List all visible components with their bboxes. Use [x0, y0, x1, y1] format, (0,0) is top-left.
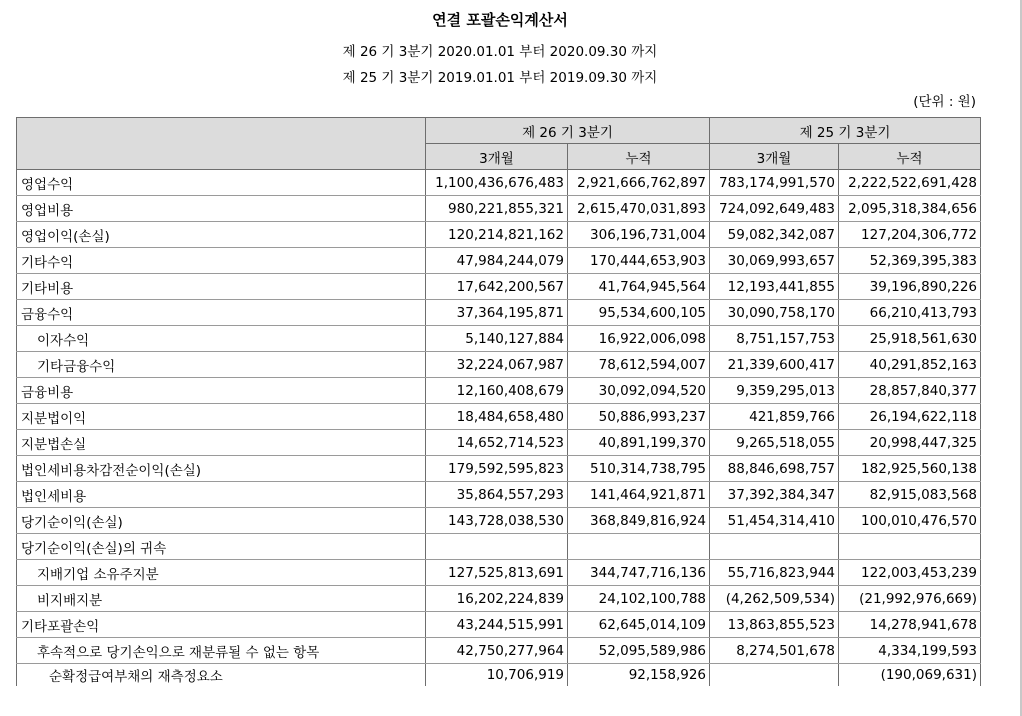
- row-label: 지분법손실: [17, 430, 426, 456]
- cell-value: 8,274,501,678: [710, 638, 839, 664]
- cell-value: 88,846,698,757: [710, 456, 839, 482]
- cell-value: [839, 534, 981, 560]
- row-label: 순확정급여부채의 재측정요소: [17, 664, 426, 687]
- cell-value: 28,857,840,377: [839, 378, 981, 404]
- cell-value: 120,214,821,162: [426, 222, 568, 248]
- statement-title: 연결 포괄손익계산서: [432, 11, 568, 29]
- cell-value: 20,998,447,325: [839, 430, 981, 456]
- row-label: 금융비용: [17, 378, 426, 404]
- income-statement-table: [16, 117, 981, 686]
- row-label: 이자수익: [17, 326, 426, 352]
- table-row: [17, 612, 981, 638]
- cell-value: 52,095,589,986: [568, 638, 710, 664]
- row-label: 기타비용: [17, 274, 426, 300]
- cell-value: 35,864,557,293: [426, 482, 568, 508]
- cell-value: 170,444,653,903: [568, 248, 710, 274]
- cell-value: 179,592,595,823: [426, 456, 568, 482]
- cell-value: 24,102,100,788: [568, 586, 710, 612]
- table-row: [17, 560, 981, 586]
- header-cumulative-25: 누적: [839, 144, 981, 170]
- cell-value: 9,359,295,013: [710, 378, 839, 404]
- table-row: [17, 430, 981, 456]
- cell-value: 8,751,157,753: [710, 326, 839, 352]
- table-row: [17, 482, 981, 508]
- unit-label: (단위 : 원): [913, 94, 976, 110]
- row-label: 당기순이익(손실): [17, 508, 426, 534]
- period-prior: 제 25 기 3분기 2019.01.01 부터 2019.09.30 까지: [342, 70, 658, 86]
- table-row: [17, 222, 981, 248]
- cell-value: [426, 534, 568, 560]
- cell-value: 127,525,813,691: [426, 560, 568, 586]
- row-label: 법인세비용: [17, 482, 426, 508]
- cell-value: 14,278,941,678: [839, 612, 981, 638]
- cell-value: 122,003,453,239: [839, 560, 981, 586]
- cell-value: 41,764,945,564: [568, 274, 710, 300]
- cell-value: 368,849,816,924: [568, 508, 710, 534]
- cell-value: 43,244,515,991: [426, 612, 568, 638]
- row-label: 지배기업 소유주지분: [17, 560, 426, 586]
- cell-value: (190,069,631): [839, 664, 981, 687]
- cell-value: 421,859,766: [710, 404, 839, 430]
- row-label: 기타포괄손익: [17, 612, 426, 638]
- row-label: 후속적으로 당기손익으로 재분류될 수 없는 항목: [17, 638, 426, 664]
- cell-value: (21,992,976,669): [839, 586, 981, 612]
- cell-value: 306,196,731,004: [568, 222, 710, 248]
- cell-value: 2,222,522,691,428: [839, 170, 981, 196]
- cell-value: 51,454,314,410: [710, 508, 839, 534]
- row-label: 금융수익: [17, 300, 426, 326]
- cell-value: 143,728,038,530: [426, 508, 568, 534]
- cell-value: 17,642,200,567: [426, 274, 568, 300]
- cell-value: 30,069,993,657: [710, 248, 839, 274]
- row-label: 지분법이익: [17, 404, 426, 430]
- header-period-26: 제 26 기 3분기: [426, 118, 710, 144]
- cell-value: 39,196,890,226: [839, 274, 981, 300]
- cell-value: 30,092,094,520: [568, 378, 710, 404]
- row-label: 기타금융수익: [17, 352, 426, 378]
- cell-value: [568, 534, 710, 560]
- cell-value: [710, 534, 839, 560]
- table-row: [17, 326, 981, 352]
- cell-value: 1,100,436,676,483: [426, 170, 568, 196]
- row-label: 영업비용: [17, 196, 426, 222]
- table-row: [17, 586, 981, 612]
- table-row: [17, 170, 981, 196]
- cell-value: 42,750,277,964: [426, 638, 568, 664]
- header-corner: [17, 118, 426, 170]
- cell-value: 4,334,199,593: [839, 638, 981, 664]
- cell-value: 783,174,991,570: [710, 170, 839, 196]
- header-3months-25: 3개월: [710, 144, 839, 170]
- cell-value: 21,339,600,417: [710, 352, 839, 378]
- cell-value: 182,925,560,138: [839, 456, 981, 482]
- table-row: [17, 274, 981, 300]
- table-row: [17, 404, 981, 430]
- row-label: 영업수익: [17, 170, 426, 196]
- cell-value: 66,210,413,793: [839, 300, 981, 326]
- cell-value: 510,314,738,795: [568, 456, 710, 482]
- cell-value: 344,747,716,136: [568, 560, 710, 586]
- cell-value: 10,706,919: [426, 664, 568, 687]
- table-row: [17, 638, 981, 664]
- row-label: 기타수익: [17, 248, 426, 274]
- cell-value: 30,090,758,170: [710, 300, 839, 326]
- cell-value: 40,291,852,163: [839, 352, 981, 378]
- row-label: 비지배지분: [17, 586, 426, 612]
- cell-value: 26,194,622,118: [839, 404, 981, 430]
- cell-value: 12,160,408,679: [426, 378, 568, 404]
- cell-value: 50,886,993,237: [568, 404, 710, 430]
- cell-value: 18,484,658,480: [426, 404, 568, 430]
- table-row: [17, 534, 981, 560]
- cell-value: 40,891,199,370: [568, 430, 710, 456]
- cell-value: 37,392,384,347: [710, 482, 839, 508]
- cell-value: 55,716,823,944: [710, 560, 839, 586]
- cell-value: 32,224,067,987: [426, 352, 568, 378]
- period-current: 제 26 기 3분기 2020.01.01 부터 2020.09.30 까지: [342, 44, 658, 60]
- table-row: [17, 248, 981, 274]
- header-cumulative-26: 누적: [568, 144, 710, 170]
- cell-value: 2,095,318,384,656: [839, 196, 981, 222]
- cell-value: 13,863,855,523: [710, 612, 839, 638]
- cell-value: 2,921,666,762,897: [568, 170, 710, 196]
- row-label: 법인세비용차감전순이익(손실): [17, 456, 426, 482]
- cell-value: 5,140,127,884: [426, 326, 568, 352]
- cell-value: 16,202,224,839: [426, 586, 568, 612]
- cell-value: 59,082,342,087: [710, 222, 839, 248]
- cell-value: (4,262,509,534): [710, 586, 839, 612]
- table-row: [17, 664, 981, 687]
- cell-value: 12,193,441,855: [710, 274, 839, 300]
- cell-value: 9,265,518,055: [710, 430, 839, 456]
- header-3months-26: 3개월: [426, 144, 568, 170]
- cell-value: 14,652,714,523: [426, 430, 568, 456]
- cell-value: 980,221,855,321: [426, 196, 568, 222]
- cell-value: 141,464,921,871: [568, 482, 710, 508]
- row-label: 영업이익(손실): [17, 222, 426, 248]
- cell-value: 724,092,649,483: [710, 196, 839, 222]
- cell-value: 78,612,594,007: [568, 352, 710, 378]
- row-label: 당기순이익(손실)의 귀속: [17, 534, 426, 560]
- table-row: [17, 300, 981, 326]
- cell-value: [710, 664, 839, 687]
- header-period-25: 제 25 기 3분기: [710, 118, 981, 144]
- cell-value: 127,204,306,772: [839, 222, 981, 248]
- table-row: [17, 352, 981, 378]
- table-row: [17, 196, 981, 222]
- cell-value: 37,364,195,871: [426, 300, 568, 326]
- table-row: [17, 508, 981, 534]
- cell-value: 52,369,395,383: [839, 248, 981, 274]
- cell-value: 100,010,476,570: [839, 508, 981, 534]
- cell-value: 2,615,470,031,893: [568, 196, 710, 222]
- cell-value: 62,645,014,109: [568, 612, 710, 638]
- cell-value: 92,158,926: [568, 664, 710, 687]
- cell-value: 82,915,083,568: [839, 482, 981, 508]
- cell-value: 16,922,006,098: [568, 326, 710, 352]
- cell-value: 25,918,561,630: [839, 326, 981, 352]
- table-row: [17, 378, 981, 404]
- cell-value: 95,534,600,105: [568, 300, 710, 326]
- cell-value: 47,984,244,079: [426, 248, 568, 274]
- table-row: [17, 456, 981, 482]
